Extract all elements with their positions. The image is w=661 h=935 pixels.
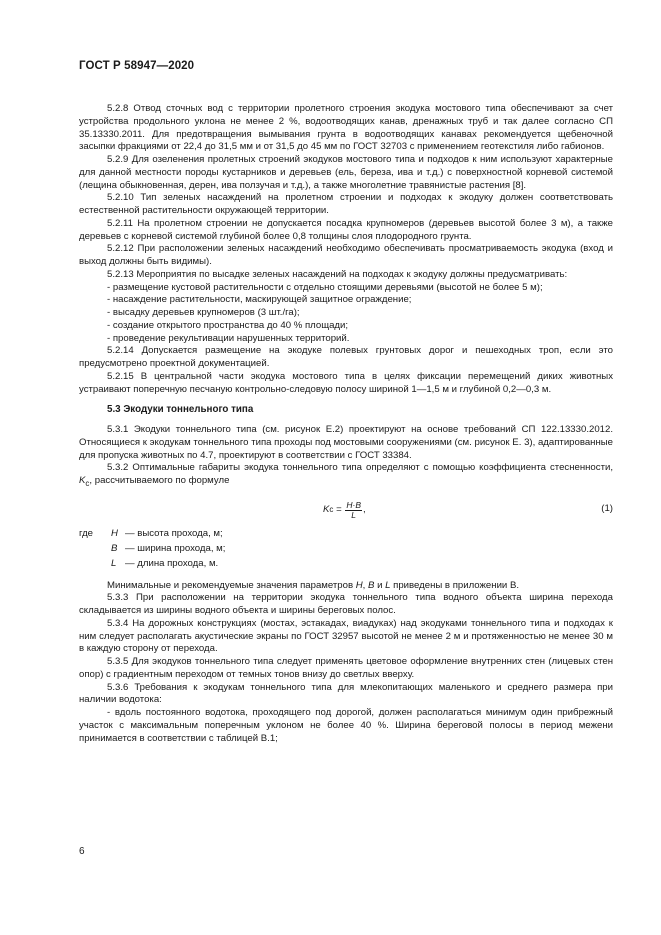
paragraph-5-2-8: 5.2.8 Отвод сточных вод с территории пролетного строения экодука мостового типа обеспечивают за счет устройства продольного уклона не менее 2 %, водоотводящих канав, дренажных труб и так далее согласно СП 35.13330.2011. Для предотвращения вымывания грунта в водоотводящих канавах рекомендуется щебеночной засыпки фракциями от 22,4 до 31,5 мм и от 31,5 до 45 мм по ГОСТ 32703 с применением геотекстиля либо габионов. <box>79 103 613 153</box>
list-item: - высадку деревьев крупномеров (3 шт./га); <box>107 307 300 318</box>
paragraph-5-2-12: 5.2.12 При расположении зеленых насаждений необходимо обеспечивать просматриваемость экодука (вход и выход должны быть видимы). <box>79 243 613 267</box>
formula-expression: K c = $\frac{H\cdot B}{L}$ , <box>323 499 366 520</box>
list-item: - проведение рекультивации нарушенных территорий. <box>107 332 350 344</box>
paragraph-5-2-11: 5.2.11 На пролетном строении не допускается посадка крупномеров (деревьев высотой более 3 м), а также деревьев с корневой системой глубиной более 0,8 толщины слоя плодородного грунта. <box>79 217 613 242</box>
where-row: где H — высота прохода, м; <box>79 527 223 539</box>
paragraph-5-3-3: 5.3.3 При расположении на территории экодука тоннельного типа водного объекта ширина перехода складывается из ширины водного объекта и ширины береговых полос. <box>79 592 613 617</box>
list-item: - насаждение растительности, маскирующей защитное ограждение; <box>107 294 412 306</box>
paragraph-5-2-10: 5.2.10 Тип зеленых насаждений на пролетном строении и подходах к экодуку должен соответствовать естественной растительности окружающей территории. <box>79 192 613 216</box>
paragraph-5-3-1: 5.3.1 Экодуки тоннельного типа (см. рисунок Е.2) проектируют на основе требований СП 122.13330.2012. Относящиеся к экодукам тоннельного типа проходы под мостовыми сооружениями (см. рисунок Е. 3), адаптированные для пропуска животных по 4.7, проектируют в соответствии с ГОСТ 33384. <box>79 424 613 461</box>
list-item: - размещение кустовой растительности с отдельно стоящими деревьями (высотой не более 5 м); <box>107 281 543 293</box>
paragraph-5-2-13: 5.2.13 Мероприятия по высадке зеленых насаждений на подходах к экодуку должны предусматривать: <box>107 268 568 280</box>
list-item: - вдоль постоянного водотока, проходящего под дорогой, должен располагаться минимум один прибрежный участок с максимальным поперечным уклоном не более 40 %. Ширина береговой полосы в период межени принимается в соответствии с таблицей В.1; <box>79 707 613 744</box>
section-title-5-3: 5.3 Экодуки тоннельного типа <box>107 404 254 416</box>
where-row: L — длина прохода, м. <box>111 557 219 569</box>
measures-list <box>79 282 613 346</box>
paragraph-5-3-6: 5.3.6 Требования к экодукам тоннельного типа для млекопитающих маленького и среднего размера при наличии водотока: <box>79 681 613 706</box>
document-body <box>79 103 613 745</box>
paragraph-5-2-14: 5.2.14 Допускается размещение на экодуке полевых грунтовых дорог и пешеходных троп, если это предусмотрено проектной документацией. <box>79 345 613 369</box>
page-number: 6 <box>79 846 85 857</box>
document-header: ГОСТ Р 58947—2020 <box>79 60 195 72</box>
where-legend <box>79 528 613 573</box>
formula-1 <box>79 498 613 522</box>
where-row: B — ширина прохода, м; <box>111 542 226 554</box>
list-item: - создание открытого пространства до 40 % площади; <box>107 319 349 331</box>
formula-number: (1) <box>601 502 613 514</box>
paragraph-5-3-5: 5.3.5 Для экодуков тоннельного типа следует применять цветовое оформление внутренних стен (лицевых стен опор) с градиентным переходом от темных тонов внизу до светлых вверху. <box>79 656 613 680</box>
paragraph-5-3-2: 5.3.2 Оптимальные габариты экодука тоннельного типа определяют с помощью коэффициента стесненности, $K_c$, рассчитываемого по формуле <box>79 462 613 488</box>
paragraph-5-3-4: 5.3.4 На дорожных конструкциях (мостах, эстакадах, виадуках) над экодуками тоннельного типа и подходах к ним следует располагать акустические экраны по ГОСТ 32957 высотой не менее 2 м и протяженностью не менее 30 м в каждую сторону от перехода. <box>79 617 613 655</box>
paragraph-parameters-note: Минимальные и рекомендуемые значения параметров H, B и L приведены в приложении В. <box>107 579 520 591</box>
paragraph-5-2-15: 5.2.15 В центральной части экодука мостового типа в целях фиксации перемещений диких животных устраивают поперечную песчаную контрольно-следовую полосу шириной 1—1,5 м и глубиной 0,2—0,3 м. <box>79 370 613 395</box>
paragraph-5-2-9: 5.2.9 Для озеленения пролетных строений экодуков мостового типа и подходов к ним используют характерные для данной местности породы кустарников и деревьев (ель, береза, ива и т.д.) с поверхностной корневой системой (лещина обыкновенная, дерен, ива ползучая и т.д.), а также многолетние травянистые растения [8]. <box>79 154 613 191</box>
formula-fraction: $\frac{H\cdot B}{L}$ <box>346 499 361 520</box>
